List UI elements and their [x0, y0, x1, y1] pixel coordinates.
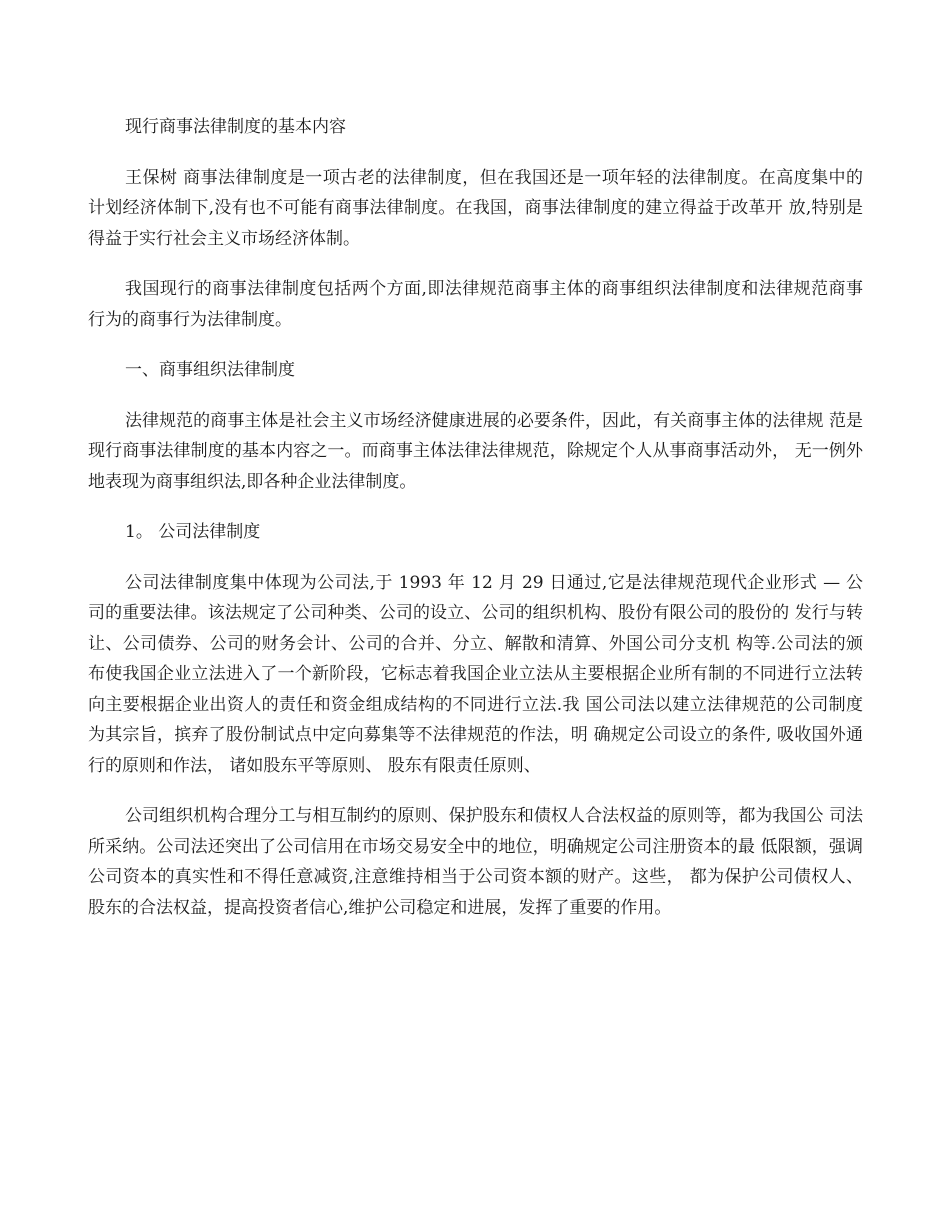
scope-paragraph: 我国现行的商事法律制度包括两个方面,即法律规范商事主体的商事组织法律制度和法律规范商事 行为的商事行为法律制度。	[88, 279, 863, 330]
document-body	[88, 112, 863, 943]
section-heading-commercial-organization: 一、商事组织法律制度	[125, 360, 295, 380]
company-law-paragraph-1: 公司法律制度集中体现为公司法,于 1993 年 12 月 29 日通过,它是法律规范现代企业形式 — 公 司的重要法律。该法规定了公司种类、公司的设立、公司的组织机构、股份有限公司的股份的 发行与转让、公司债券、公司的财务会计、公司的合并、分立、解散和清算、外国公司分支机 构等.公司法的颁布使我国企业立法进入了一个新阶段，它标志着我国企业立法从主要根据企业所有制的不同进行立法转向主要根据企业出资人的责任和资金组成结构的不同进行立法.我 国公司法以建立法律规范的公司制度为其宗旨，摈弃了股份制试点中定向募集等不法律规范的作法，明 确规定公司设立的条件, 吸收国外通行的原则和作法， 诸如股东平等原则、 股东有限责任原则、	[88, 572, 863, 776]
subsection-heading-company-law: 1。 公司法律制度	[125, 522, 261, 542]
intro-paragraph: 王保树 商事法律制度是一项古老的法律制度，但在我国还是一项年轻的法律制度。在高度集中的 计划经济体制下,没有也不可能有商事法律制度。在我国，商事法律制度的建立得益于改革开 放,特别是得益于实行社会主义市场经济体制。	[88, 167, 863, 249]
document-title: 现行商事法律制度的基本内容	[125, 117, 346, 137]
company-law-paragraph-2: 公司组织机构合理分工与相互制约的原则、保护股东和债权人合法权益的原则等，都为我国公 司法所采纳。公司法还突出了公司信用在市场交易安全中的地位，明确规定公司注册资本的最 低限额，强调公司资本的真实性和不得任意减资,注意维持相当于公司资本额的财产。这些， 都为保护公司债权人、股东的合法权益，提高投资者信心,维护公司稳定和进展，发挥了重要的作用。	[88, 806, 863, 918]
section-paragraph-commercial-organization: 法律规范的商事主体是社会主义市场经济健康进展的必要条件，因此，有关商事主体的法律规 范是现行商事法律制度的基本内容之一。而商事主体法律法律规范，除规定个人从事商事活动外， 无一例外地表现为商事组织法,即各种企业法律制度。	[88, 410, 863, 492]
